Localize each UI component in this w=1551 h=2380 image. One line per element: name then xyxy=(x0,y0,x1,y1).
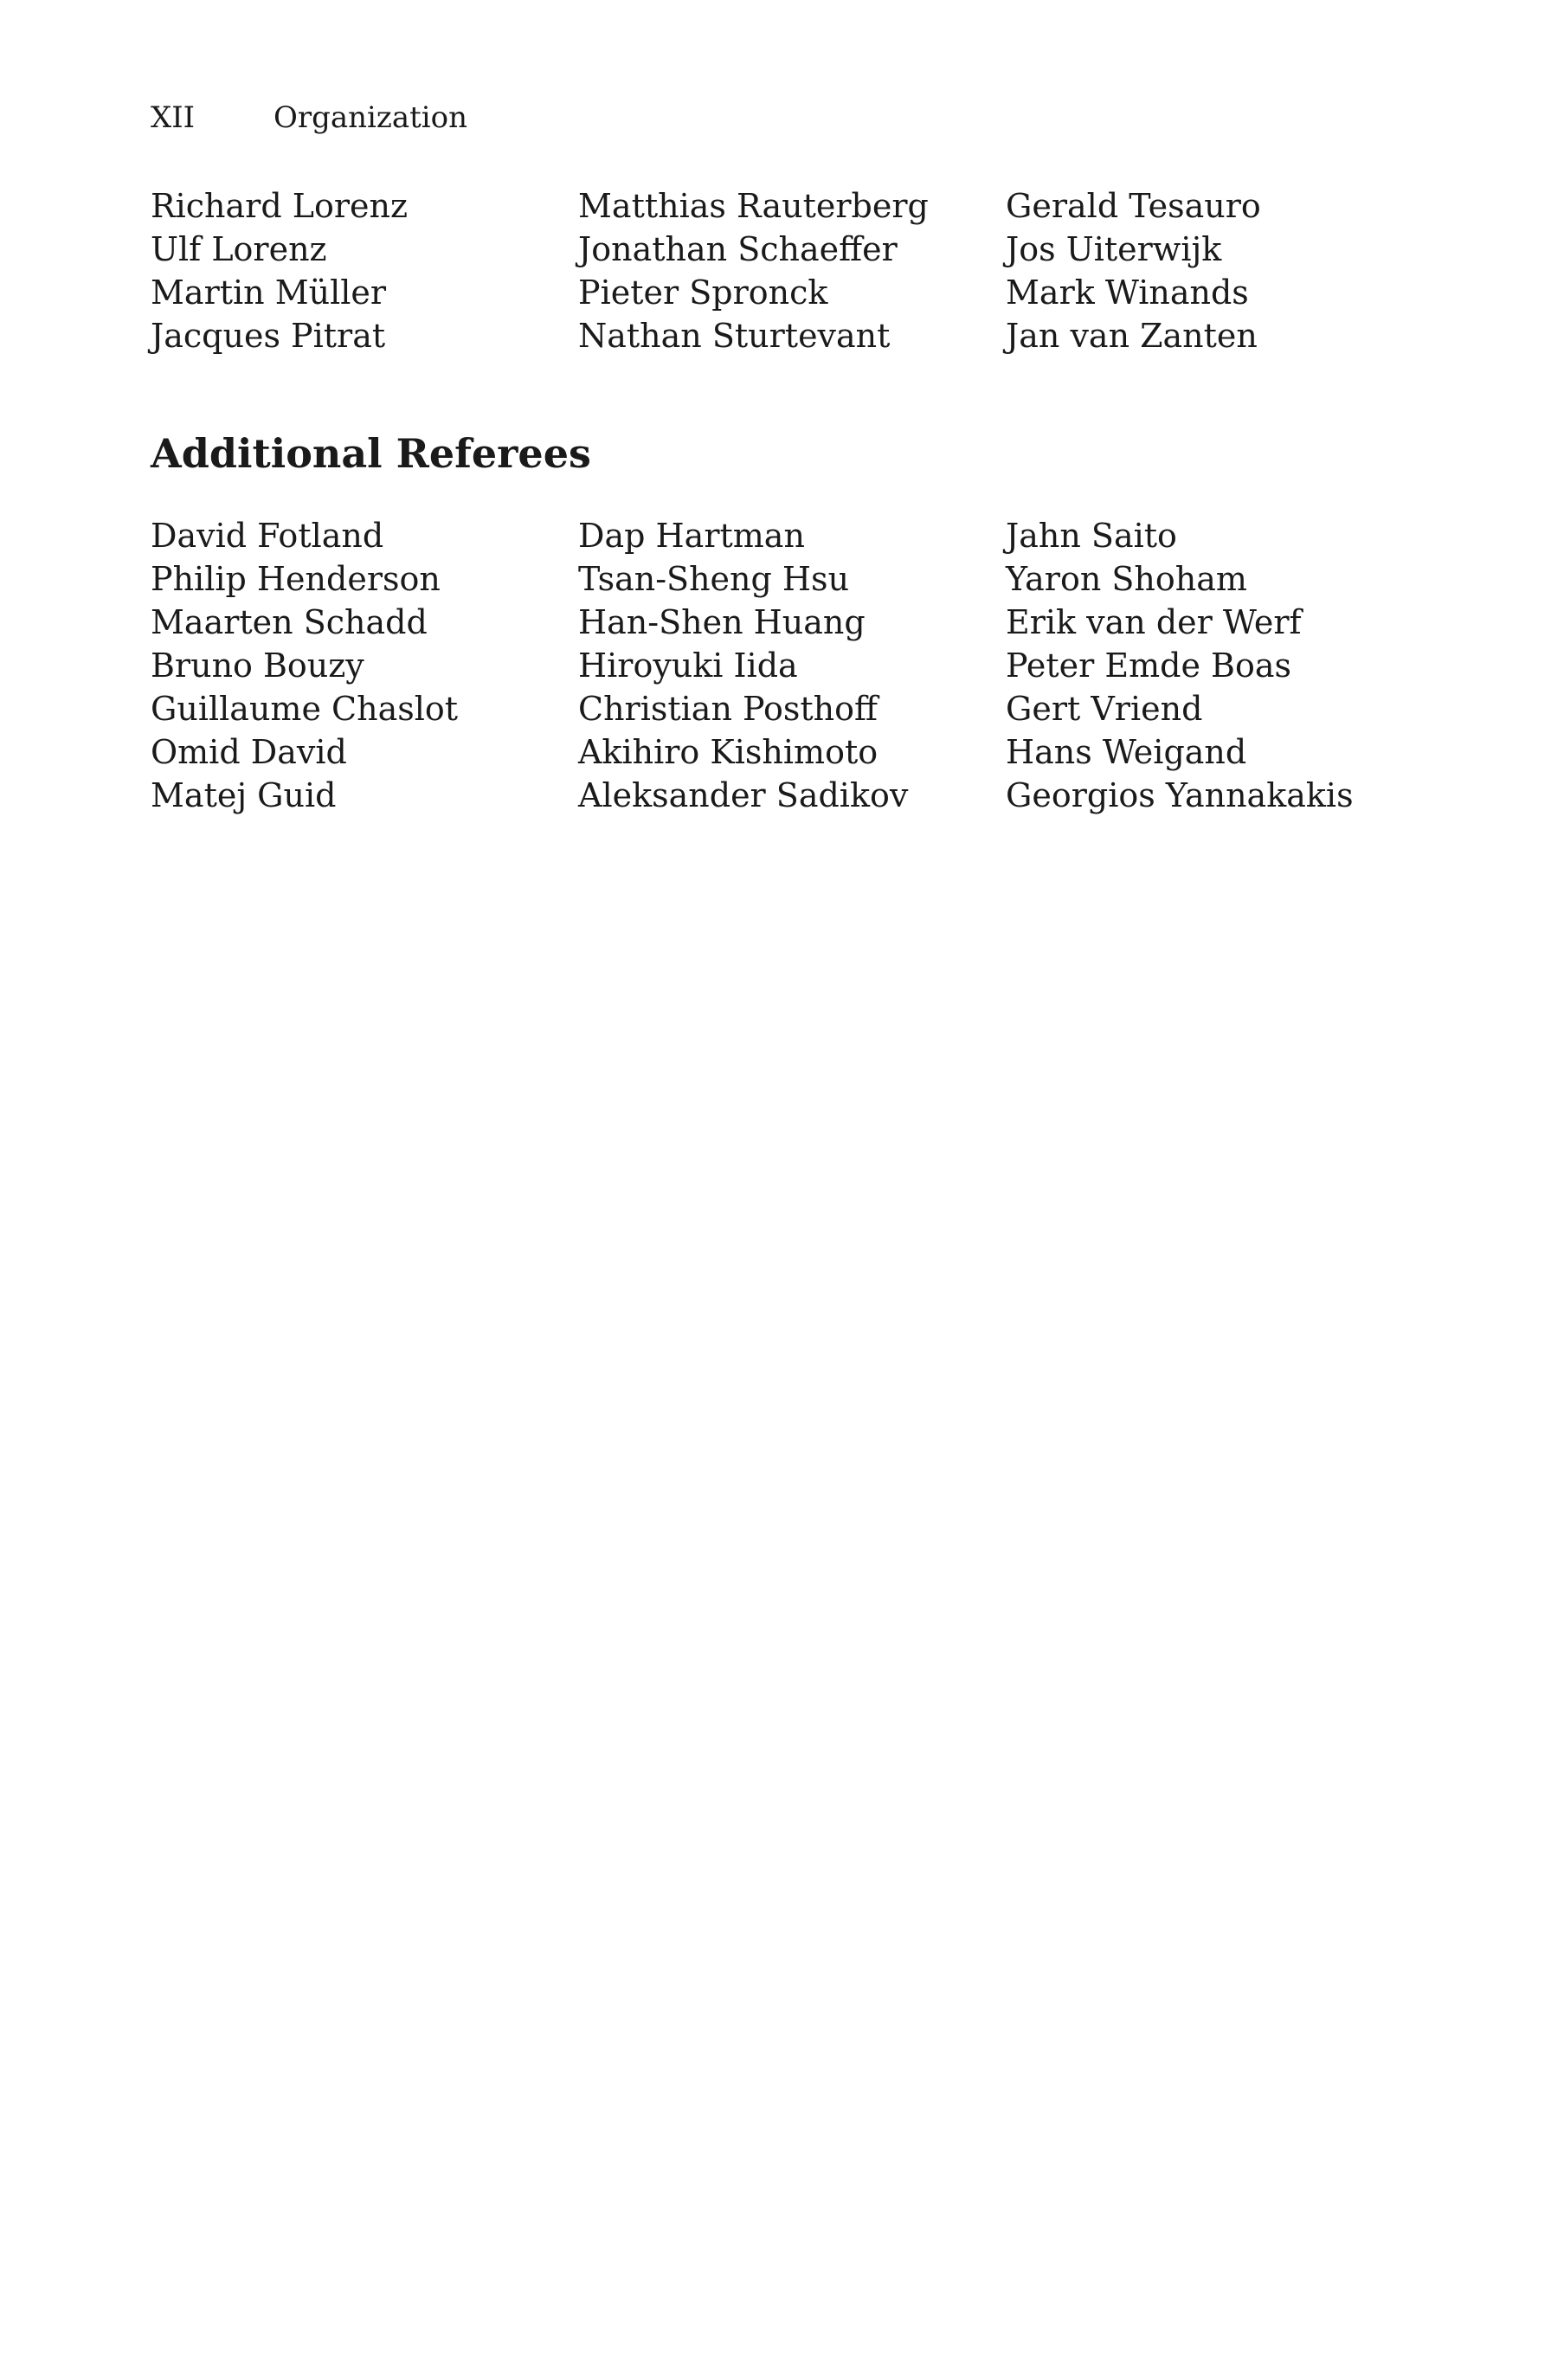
referee-name: Hans Weigand xyxy=(1006,733,1247,771)
committee-name: Martin Müller xyxy=(151,273,387,312)
section-title-additional-referees: Additional Referees xyxy=(151,430,591,477)
referee-name: Bruno Bouzy xyxy=(151,646,364,685)
referee-name: Peter Emde Boas xyxy=(1006,646,1291,685)
referees-column-3 xyxy=(1006,514,1369,817)
committee-name: Matthias Rauterberg xyxy=(578,187,929,225)
committee-name: Pieter Spronck xyxy=(578,273,828,312)
referees-names-list xyxy=(151,514,1369,817)
page-number: XII xyxy=(151,100,196,135)
referee-name: Yaron Shoham xyxy=(1006,560,1247,598)
referee-name: Aleksander Sadikov xyxy=(578,776,909,814)
running-header xyxy=(151,97,467,138)
referee-name: Erik van der Werf xyxy=(1006,603,1302,641)
committee-name: Gerald Tesauro xyxy=(1006,187,1261,225)
referee-name: Philip Henderson xyxy=(151,560,441,598)
referee-name: Akihiro Kishimoto xyxy=(578,733,878,771)
referee-name: Christian Posthoff xyxy=(578,690,878,728)
committee-name: Jan van Zanten xyxy=(1006,317,1258,355)
committee-name: Ulf Lorenz xyxy=(151,230,327,268)
committee-column-3 xyxy=(1006,184,1369,357)
committee-name: Nathan Sturtevant xyxy=(578,317,891,355)
referee-name: Han-Shen Huang xyxy=(578,603,866,641)
referee-name: Dap Hartman xyxy=(578,517,805,555)
referee-name: Matej Guid xyxy=(151,776,337,814)
committee-column-2 xyxy=(578,184,1006,357)
committee-name: Jos Uiterwijk xyxy=(1006,230,1222,268)
referees-column-1 xyxy=(151,514,578,817)
referee-name: Gert Vriend xyxy=(1006,690,1203,728)
referee-name: David Fotland xyxy=(151,517,384,555)
referee-name: Hiroyuki Iida xyxy=(578,646,798,685)
committee-name: Richard Lorenz xyxy=(151,187,409,225)
committee-name: Mark Winands xyxy=(1006,273,1249,312)
committee-name: Jonathan Schaeffer xyxy=(578,230,898,268)
referees-column-2 xyxy=(578,514,1006,817)
committee-name: Jacques Pitrat xyxy=(151,317,386,355)
referee-name: Guillaume Chaslot xyxy=(151,690,459,728)
referee-name: Tsan-Sheng Hsu xyxy=(578,560,850,598)
referee-name: Jahn Saito xyxy=(1006,517,1177,555)
referee-name: Georgios Yannakakis xyxy=(1006,776,1354,814)
committee-column-1 xyxy=(151,184,578,357)
committee-names-list xyxy=(151,184,1369,357)
running-title: Organization xyxy=(274,100,468,135)
referee-name: Omid David xyxy=(151,733,347,771)
referee-name: Maarten Schadd xyxy=(151,603,428,641)
